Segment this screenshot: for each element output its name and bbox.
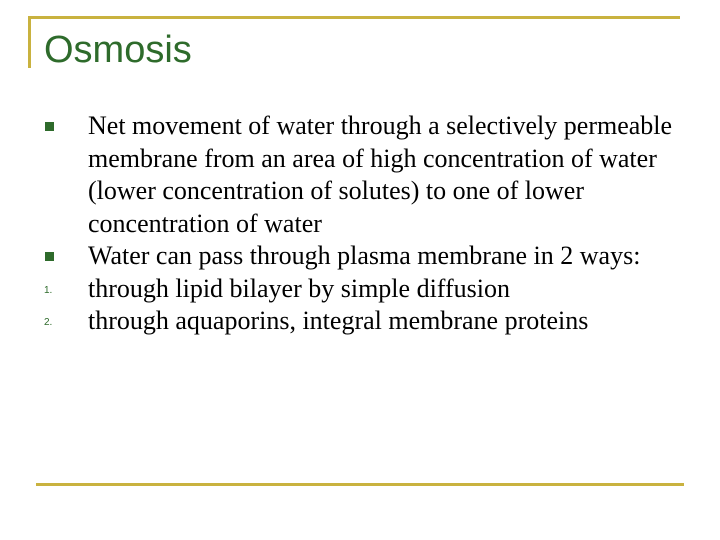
list-item-text: through lipid bilayer by simple diffusion: [88, 273, 510, 303]
bullet-marker: [40, 273, 88, 305]
square-bullet-icon: [45, 252, 54, 261]
list-item-text: Net movement of water through a selectively permeable membrane from an area of high concentration of water (lower concentration of solutes) to one of lower concentration of water: [88, 111, 673, 238]
bullet-marker: [40, 110, 88, 142]
list-item: [40, 305, 680, 338]
list-item: [40, 110, 680, 240]
list-number: 2.: [44, 317, 53, 328]
list-item-text: through aquaporins, integral membrane proteins: [88, 306, 589, 335]
list-item: [40, 240, 680, 273]
top-rule: [28, 16, 680, 19]
bottom-rule: [36, 483, 684, 486]
left-rule: [28, 16, 31, 68]
list-item-text: Water can pass through plasma membrane in 2 ways:: [88, 241, 641, 270]
list-item: [40, 273, 680, 306]
square-bullet-icon: [45, 122, 54, 131]
list-number: 1.: [44, 284, 53, 296]
bullet-list: [40, 110, 680, 338]
bullet-marker: [40, 305, 88, 337]
slide-title: Osmosis: [44, 29, 192, 71]
bullet-marker: [40, 240, 88, 272]
